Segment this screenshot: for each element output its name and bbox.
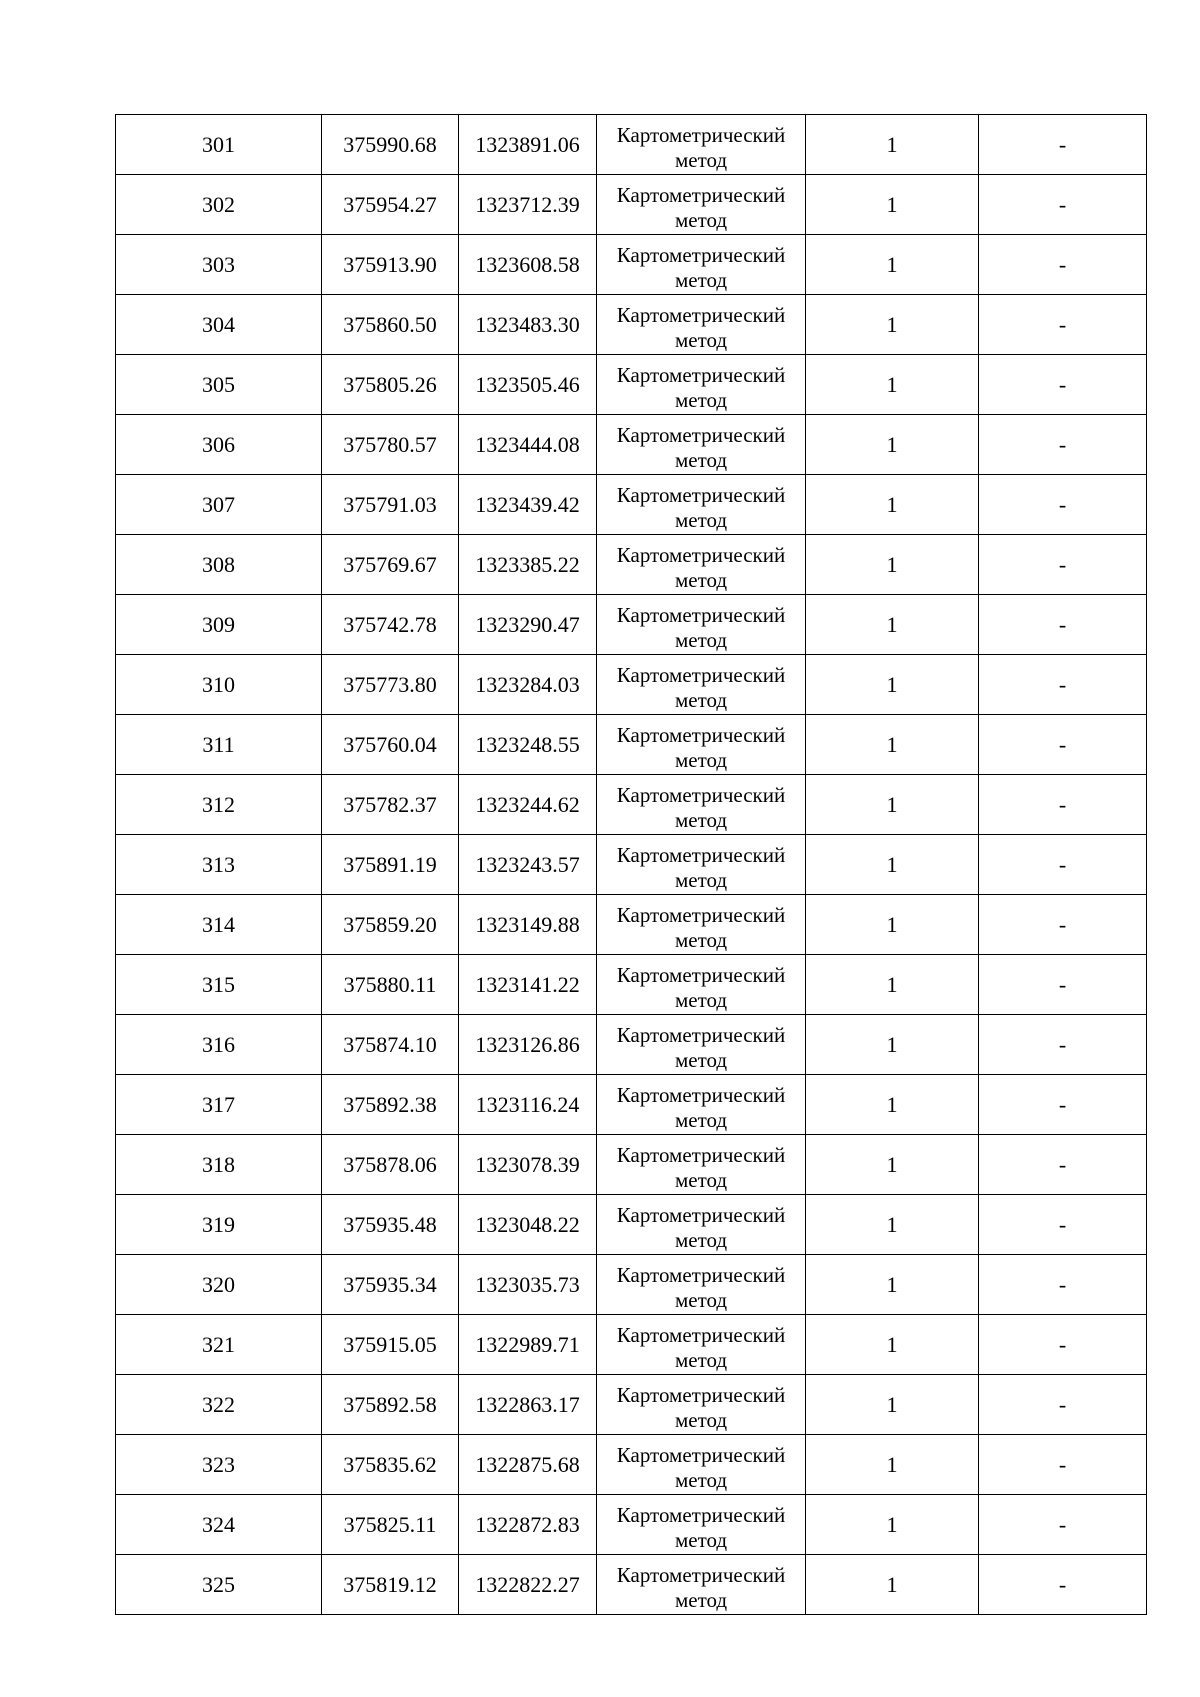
y-coordinate-cell: 1323284.03 bbox=[459, 655, 597, 715]
method-text-line1: Картометрический bbox=[616, 1142, 786, 1167]
method-text-line1: Картометрический bbox=[616, 482, 786, 507]
note-cell: - bbox=[979, 475, 1147, 535]
method-cell bbox=[597, 1555, 806, 1615]
table-row bbox=[116, 1195, 1147, 1255]
table-row bbox=[116, 175, 1147, 235]
y-coordinate-cell: 1323078.39 bbox=[459, 1135, 597, 1195]
method-text-line2: метод bbox=[674, 1047, 728, 1072]
method-cell bbox=[597, 775, 806, 835]
y-coordinate-cell: 1323712.39 bbox=[459, 175, 597, 235]
point-number-cell: 317 bbox=[116, 1075, 322, 1135]
accuracy-cell: 1 bbox=[806, 1495, 979, 1555]
y-coordinate-cell: 1323149.88 bbox=[459, 895, 597, 955]
x-coordinate-cell: 375892.38 bbox=[322, 1075, 459, 1135]
note-cell: - bbox=[979, 1195, 1147, 1255]
method-text-line2: метод bbox=[674, 987, 728, 1012]
method-text-line1: Картометрический bbox=[616, 1562, 786, 1587]
x-coordinate-cell: 375860.50 bbox=[322, 295, 459, 355]
x-coordinate-cell: 375874.10 bbox=[322, 1015, 459, 1075]
method-text-line1: Картометрический bbox=[616, 242, 786, 267]
method-text-line1: Картометрический bbox=[616, 902, 786, 927]
method-cell bbox=[597, 1195, 806, 1255]
method-cell bbox=[597, 235, 806, 295]
table-row bbox=[116, 1435, 1147, 1495]
point-number-cell: 316 bbox=[116, 1015, 322, 1075]
accuracy-cell: 1 bbox=[806, 295, 979, 355]
y-coordinate-cell: 1323141.22 bbox=[459, 955, 597, 1015]
accuracy-cell: 1 bbox=[806, 475, 979, 535]
accuracy-cell: 1 bbox=[806, 115, 979, 175]
accuracy-cell: 1 bbox=[806, 1315, 979, 1375]
point-number-cell: 313 bbox=[116, 835, 322, 895]
method-text-line2: метод bbox=[674, 207, 728, 232]
table-row bbox=[116, 415, 1147, 475]
x-coordinate-cell: 375791.03 bbox=[322, 475, 459, 535]
note-cell: - bbox=[979, 895, 1147, 955]
coordinates-table-body bbox=[116, 115, 1147, 1615]
method-text-line2: метод bbox=[674, 1167, 728, 1192]
method-cell bbox=[597, 535, 806, 595]
method-text-line1: Картометрический bbox=[616, 302, 786, 327]
method-text-line2: метод bbox=[674, 1527, 728, 1552]
method-text-line1: Картометрический bbox=[616, 122, 786, 147]
point-number-cell: 305 bbox=[116, 355, 322, 415]
method-text-line1: Картометрический bbox=[616, 182, 786, 207]
note-cell: - bbox=[979, 1135, 1147, 1195]
table-row bbox=[116, 835, 1147, 895]
method-cell bbox=[597, 475, 806, 535]
table-row bbox=[116, 475, 1147, 535]
method-text-line1: Картометрический bbox=[616, 662, 786, 687]
x-coordinate-cell: 375835.62 bbox=[322, 1435, 459, 1495]
note-cell: - bbox=[979, 1255, 1147, 1315]
method-text-line2: метод bbox=[674, 807, 728, 832]
point-number-cell: 309 bbox=[116, 595, 322, 655]
method-text-line1: Картометрический bbox=[616, 1322, 786, 1347]
method-text-line2: метод bbox=[674, 1347, 728, 1372]
table-row bbox=[116, 775, 1147, 835]
method-cell bbox=[597, 415, 806, 475]
note-cell: - bbox=[979, 1015, 1147, 1075]
coordinates-table bbox=[115, 114, 1147, 1615]
note-cell: - bbox=[979, 775, 1147, 835]
method-cell bbox=[597, 1315, 806, 1375]
table-row bbox=[116, 1495, 1147, 1555]
method-text-line2: метод bbox=[674, 327, 728, 352]
method-text-line1: Картометрический bbox=[616, 422, 786, 447]
point-number-cell: 318 bbox=[116, 1135, 322, 1195]
method-text-line1: Картометрический bbox=[616, 962, 786, 987]
x-coordinate-cell: 375913.90 bbox=[322, 235, 459, 295]
method-cell bbox=[597, 115, 806, 175]
point-number-cell: 324 bbox=[116, 1495, 322, 1555]
method-cell bbox=[597, 835, 806, 895]
y-coordinate-cell: 1323126.86 bbox=[459, 1015, 597, 1075]
x-coordinate-cell: 375819.12 bbox=[322, 1555, 459, 1615]
table-row bbox=[116, 655, 1147, 715]
method-text-line2: метод bbox=[674, 627, 728, 652]
point-number-cell: 308 bbox=[116, 535, 322, 595]
note-cell: - bbox=[979, 715, 1147, 775]
method-text-line2: метод bbox=[674, 867, 728, 892]
table-row bbox=[116, 115, 1147, 175]
accuracy-cell: 1 bbox=[806, 775, 979, 835]
method-cell bbox=[597, 595, 806, 655]
method-text-line2: метод bbox=[674, 1287, 728, 1312]
accuracy-cell: 1 bbox=[806, 1015, 979, 1075]
accuracy-cell: 1 bbox=[806, 1255, 979, 1315]
accuracy-cell: 1 bbox=[806, 535, 979, 595]
accuracy-cell: 1 bbox=[806, 715, 979, 775]
method-text-line1: Картометрический bbox=[616, 1262, 786, 1287]
x-coordinate-cell: 375935.48 bbox=[322, 1195, 459, 1255]
point-number-cell: 304 bbox=[116, 295, 322, 355]
note-cell: - bbox=[979, 1075, 1147, 1135]
method-text-line1: Картометрический bbox=[616, 782, 786, 807]
method-text-line2: метод bbox=[674, 267, 728, 292]
point-number-cell: 310 bbox=[116, 655, 322, 715]
method-cell bbox=[597, 655, 806, 715]
method-cell bbox=[597, 955, 806, 1015]
method-cell bbox=[597, 1135, 806, 1195]
x-coordinate-cell: 375990.68 bbox=[322, 115, 459, 175]
note-cell: - bbox=[979, 1435, 1147, 1495]
y-coordinate-cell: 1323244.62 bbox=[459, 775, 597, 835]
note-cell: - bbox=[979, 295, 1147, 355]
y-coordinate-cell: 1322822.27 bbox=[459, 1555, 597, 1615]
table-row bbox=[116, 295, 1147, 355]
method-cell bbox=[597, 895, 806, 955]
y-coordinate-cell: 1323608.58 bbox=[459, 235, 597, 295]
y-coordinate-cell: 1323505.46 bbox=[459, 355, 597, 415]
point-number-cell: 314 bbox=[116, 895, 322, 955]
x-coordinate-cell: 375760.04 bbox=[322, 715, 459, 775]
method-cell bbox=[597, 1375, 806, 1435]
point-number-cell: 325 bbox=[116, 1555, 322, 1615]
y-coordinate-cell: 1322872.83 bbox=[459, 1495, 597, 1555]
method-text-line1: Картометрический bbox=[616, 722, 786, 747]
point-number-cell: 302 bbox=[116, 175, 322, 235]
accuracy-cell: 1 bbox=[806, 415, 979, 475]
point-number-cell: 321 bbox=[116, 1315, 322, 1375]
y-coordinate-cell: 1323248.55 bbox=[459, 715, 597, 775]
y-coordinate-cell: 1323116.24 bbox=[459, 1075, 597, 1135]
note-cell: - bbox=[979, 835, 1147, 895]
x-coordinate-cell: 375891.19 bbox=[322, 835, 459, 895]
method-text-line2: метод bbox=[674, 147, 728, 172]
x-coordinate-cell: 375773.80 bbox=[322, 655, 459, 715]
accuracy-cell: 1 bbox=[806, 955, 979, 1015]
note-cell: - bbox=[979, 415, 1147, 475]
point-number-cell: 323 bbox=[116, 1435, 322, 1495]
x-coordinate-cell: 375782.37 bbox=[322, 775, 459, 835]
y-coordinate-cell: 1323891.06 bbox=[459, 115, 597, 175]
method-text-line2: метод bbox=[674, 1227, 728, 1252]
accuracy-cell: 1 bbox=[806, 655, 979, 715]
table-row bbox=[116, 1375, 1147, 1435]
note-cell: - bbox=[979, 955, 1147, 1015]
note-cell: - bbox=[979, 535, 1147, 595]
note-cell: - bbox=[979, 1495, 1147, 1555]
x-coordinate-cell: 375878.06 bbox=[322, 1135, 459, 1195]
accuracy-cell: 1 bbox=[806, 1135, 979, 1195]
method-text-line1: Картометрический bbox=[616, 542, 786, 567]
point-number-cell: 306 bbox=[116, 415, 322, 475]
point-number-cell: 301 bbox=[116, 115, 322, 175]
y-coordinate-cell: 1323444.08 bbox=[459, 415, 597, 475]
accuracy-cell: 1 bbox=[806, 1375, 979, 1435]
method-text-line1: Картометрический bbox=[616, 1382, 786, 1407]
accuracy-cell: 1 bbox=[806, 1555, 979, 1615]
method-text-line2: метод bbox=[674, 747, 728, 772]
accuracy-cell: 1 bbox=[806, 175, 979, 235]
accuracy-cell: 1 bbox=[806, 595, 979, 655]
method-cell bbox=[597, 1075, 806, 1135]
x-coordinate-cell: 375954.27 bbox=[322, 175, 459, 235]
method-text-line2: метод bbox=[674, 447, 728, 472]
method-text-line2: метод bbox=[674, 1407, 728, 1432]
method-text-line1: Картометрический bbox=[616, 1502, 786, 1527]
method-text-line1: Картометрический bbox=[616, 602, 786, 627]
method-cell bbox=[597, 175, 806, 235]
accuracy-cell: 1 bbox=[806, 1195, 979, 1255]
x-coordinate-cell: 375935.34 bbox=[322, 1255, 459, 1315]
note-cell: - bbox=[979, 355, 1147, 415]
x-coordinate-cell: 375805.26 bbox=[322, 355, 459, 415]
point-number-cell: 315 bbox=[116, 955, 322, 1015]
method-text-line1: Картометрический bbox=[616, 362, 786, 387]
accuracy-cell: 1 bbox=[806, 1435, 979, 1495]
accuracy-cell: 1 bbox=[806, 895, 979, 955]
y-coordinate-cell: 1322863.17 bbox=[459, 1375, 597, 1435]
table-row bbox=[116, 1315, 1147, 1375]
accuracy-cell: 1 bbox=[806, 835, 979, 895]
accuracy-cell: 1 bbox=[806, 355, 979, 415]
table-row bbox=[116, 235, 1147, 295]
method-text-line2: метод bbox=[674, 1587, 728, 1612]
accuracy-cell: 1 bbox=[806, 1075, 979, 1135]
x-coordinate-cell: 375825.11 bbox=[322, 1495, 459, 1555]
method-text-line1: Картометрический bbox=[616, 1202, 786, 1227]
method-cell bbox=[597, 1015, 806, 1075]
method-cell bbox=[597, 1435, 806, 1495]
y-coordinate-cell: 1322875.68 bbox=[459, 1435, 597, 1495]
method-text-line2: метод bbox=[674, 1467, 728, 1492]
point-number-cell: 322 bbox=[116, 1375, 322, 1435]
table-row bbox=[116, 1255, 1147, 1315]
y-coordinate-cell: 1323290.47 bbox=[459, 595, 597, 655]
method-text-line1: Картометрический bbox=[616, 1442, 786, 1467]
point-number-cell: 320 bbox=[116, 1255, 322, 1315]
note-cell: - bbox=[979, 1375, 1147, 1435]
table-row bbox=[116, 715, 1147, 775]
table-row bbox=[116, 355, 1147, 415]
method-text-line2: метод bbox=[674, 507, 728, 532]
y-coordinate-cell: 1323385.22 bbox=[459, 535, 597, 595]
method-text-line2: метод bbox=[674, 567, 728, 592]
x-coordinate-cell: 375892.58 bbox=[322, 1375, 459, 1435]
y-coordinate-cell: 1323035.73 bbox=[459, 1255, 597, 1315]
note-cell: - bbox=[979, 595, 1147, 655]
method-text-line2: метод bbox=[674, 687, 728, 712]
x-coordinate-cell: 375780.57 bbox=[322, 415, 459, 475]
table-row bbox=[116, 1015, 1147, 1075]
table-row bbox=[116, 595, 1147, 655]
point-number-cell: 307 bbox=[116, 475, 322, 535]
table-row bbox=[116, 1075, 1147, 1135]
method-cell bbox=[597, 355, 806, 415]
note-cell: - bbox=[979, 115, 1147, 175]
x-coordinate-cell: 375769.67 bbox=[322, 535, 459, 595]
table-row bbox=[116, 1135, 1147, 1195]
table-row bbox=[116, 535, 1147, 595]
method-text-line1: Картометрический bbox=[616, 1082, 786, 1107]
method-cell bbox=[597, 1255, 806, 1315]
y-coordinate-cell: 1322989.71 bbox=[459, 1315, 597, 1375]
note-cell: - bbox=[979, 235, 1147, 295]
accuracy-cell: 1 bbox=[806, 235, 979, 295]
method-cell bbox=[597, 295, 806, 355]
method-cell bbox=[597, 1495, 806, 1555]
x-coordinate-cell: 375859.20 bbox=[322, 895, 459, 955]
x-coordinate-cell: 375915.05 bbox=[322, 1315, 459, 1375]
y-coordinate-cell: 1323243.57 bbox=[459, 835, 597, 895]
point-number-cell: 312 bbox=[116, 775, 322, 835]
method-text-line2: метод bbox=[674, 927, 728, 952]
method-text-line1: Картометрический bbox=[616, 1022, 786, 1047]
note-cell: - bbox=[979, 175, 1147, 235]
method-cell bbox=[597, 715, 806, 775]
table-row bbox=[116, 1555, 1147, 1615]
y-coordinate-cell: 1323439.42 bbox=[459, 475, 597, 535]
point-number-cell: 319 bbox=[116, 1195, 322, 1255]
point-number-cell: 311 bbox=[116, 715, 322, 775]
y-coordinate-cell: 1323483.30 bbox=[459, 295, 597, 355]
x-coordinate-cell: 375880.11 bbox=[322, 955, 459, 1015]
method-text-line1: Картометрический bbox=[616, 842, 786, 867]
table-row bbox=[116, 895, 1147, 955]
point-number-cell: 303 bbox=[116, 235, 322, 295]
method-text-line2: метод bbox=[674, 1107, 728, 1132]
note-cell: - bbox=[979, 1555, 1147, 1615]
note-cell: - bbox=[979, 655, 1147, 715]
method-text-line2: метод bbox=[674, 387, 728, 412]
y-coordinate-cell: 1323048.22 bbox=[459, 1195, 597, 1255]
table-row bbox=[116, 955, 1147, 1015]
note-cell: - bbox=[979, 1315, 1147, 1375]
x-coordinate-cell: 375742.78 bbox=[322, 595, 459, 655]
